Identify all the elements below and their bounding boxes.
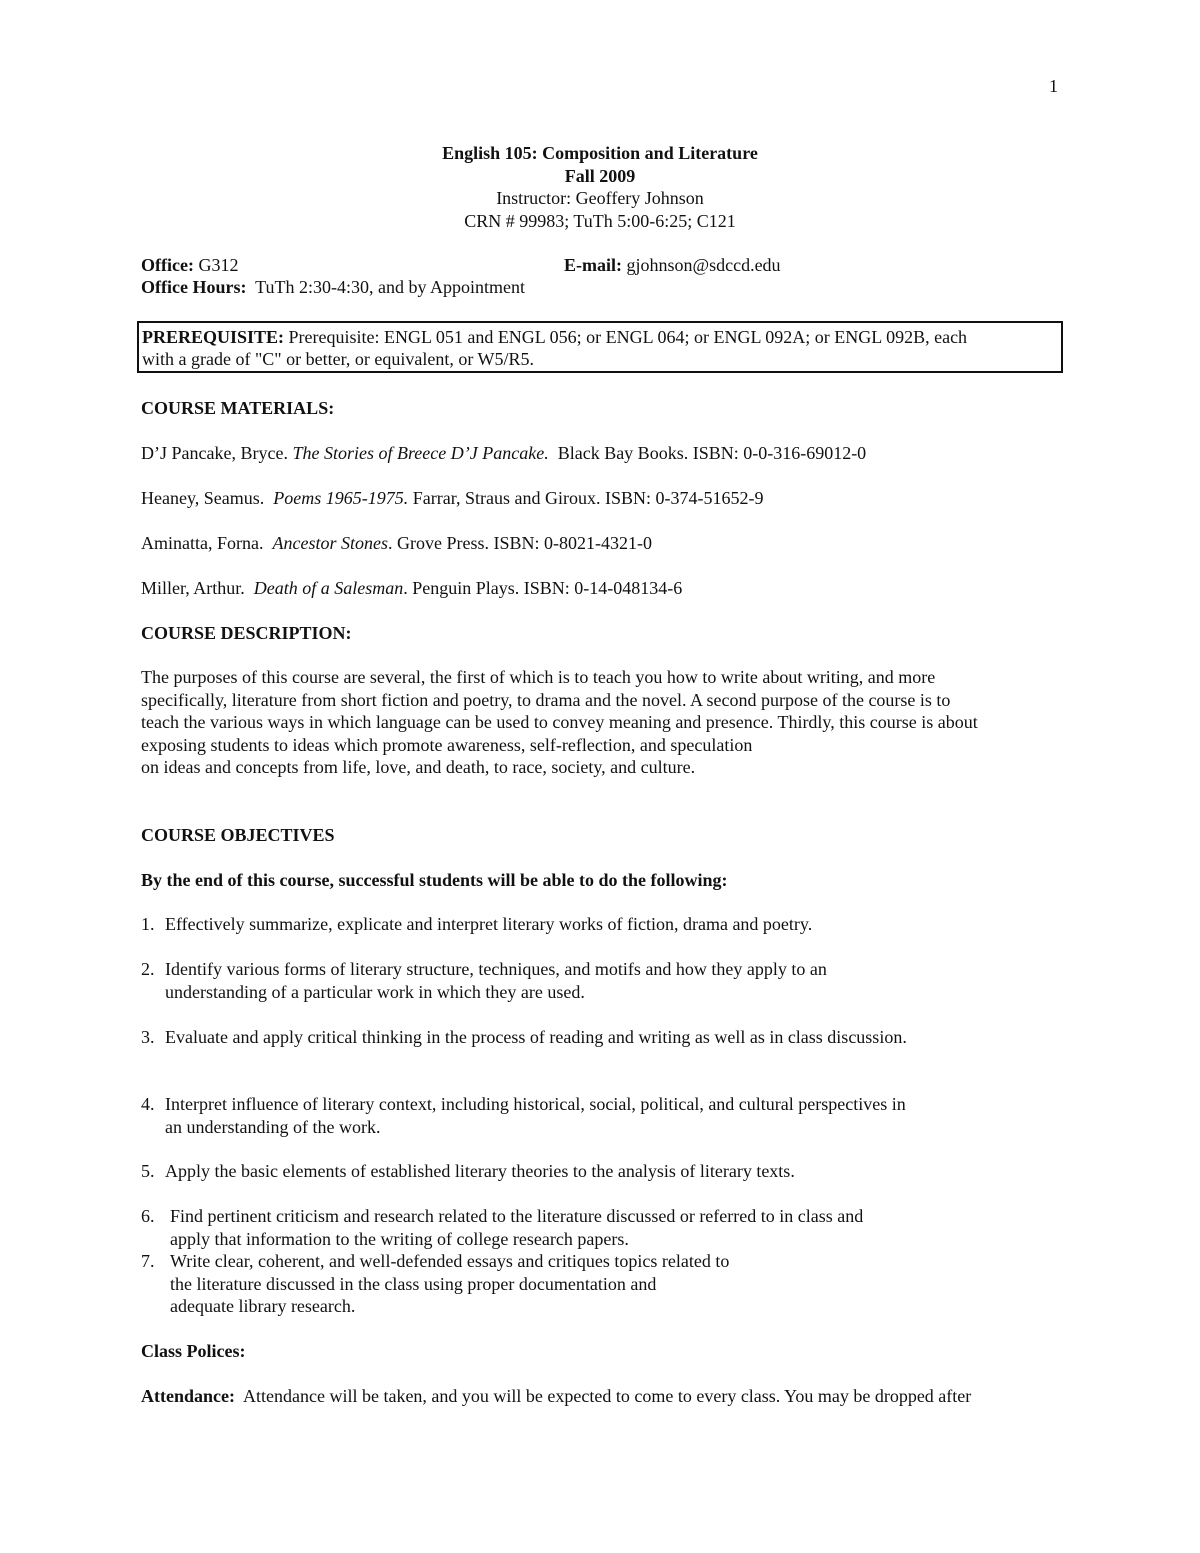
course-description-heading: COURSE DESCRIPTION: [141,623,352,643]
description-line: teach the various ways in which language can be used to convey meaning and presence. Thirdly, this course is about [141,712,978,733]
objective-number: 2. [141,959,155,979]
objective-text: Write clear, coherent, and well-defended essays and critiques topics related to [170,1251,730,1271]
crn-line: CRN # 99983; TuTh 5:00-6:25; C121 [464,210,736,231]
material-details: Black Bay Books. ISBN: 0-0-316-69012-0 [557,443,867,463]
page-number: 1 [1049,76,1058,96]
objective-item [141,1093,906,1138]
objective-text: an understanding of the work. [165,1116,381,1137]
material-title: Poems 1965-1975. [273,488,409,508]
description-line: specifically, literature from short fiction and poetry, to drama and the novel. A second purpose of the course is to [141,689,951,710]
objective-item [141,958,827,1003]
course-title: English 105: Composition and Literature [442,143,758,163]
material-title: Death of a Salesman [253,578,404,598]
objective-item [141,1205,863,1250]
course-objectives-heading: COURSE OBJECTIVES [141,825,335,845]
material-item [141,532,652,554]
material-details: . Penguin Plays. ISBN: 0-14-048134-6 [403,578,683,598]
office-hours-label: Office Hours: [141,277,247,297]
description-line: on ideas and concepts from life, love, and death, to race, society, and culture. [141,757,696,778]
material-author: Miller, Arthur. [141,578,245,598]
office-value: G312 [198,255,239,275]
objective-number: 5. [141,1161,155,1181]
material-title: Ancestor Stones [272,533,388,553]
objective-number: 1. [141,914,155,934]
objective-text: the literature discussed in the class using proper documentation and [170,1273,657,1294]
objective-item [141,913,812,936]
email-row [564,254,781,276]
objective-text: Interpret influence of literary context, including historical, social, political, and cultural perspectives in [165,1094,906,1114]
objective-item [141,1250,729,1318]
document-header [0,142,1200,232]
objective-item [141,1160,795,1183]
objective-text: apply that information to the writing of college research papers. [170,1228,629,1249]
course-materials-heading: COURSE MATERIALS: [141,398,335,418]
term: Fall 2009 [564,165,636,186]
objective-text: Apply the basic elements of established literary theories to the analysis of literary texts. [165,1161,795,1181]
objective-text: understanding of a particular work in which they are used. [165,981,585,1002]
objective-number: 3. [141,1027,155,1047]
office-hours-value: TuTh 2:30-4:30, and by Appointment [255,277,525,297]
objective-text: Effectively summarize, explicate and interpret literary works of fiction, drama and poetry. [165,914,813,934]
attendance-row [141,1385,971,1407]
objective-text: Find pertinent criticism and research related to the literature discussed or referred to in class and [170,1206,864,1226]
material-details: . Grove Press. ISBN: 0-8021-4321-0 [387,533,652,553]
prerequisite-text-1: Prerequisite: ENGL 051 and ENGL 056; or ENGL 064; or ENGL 092A; or ENGL 092B, each [288,327,968,347]
email-label: E-mail: [564,255,622,275]
office-row [141,254,238,276]
material-item [141,442,866,464]
objective-text: adequate library research. [170,1296,356,1317]
description-line: The purposes of this course are several, the first of which is to teach you how to write about writing, and more [141,667,936,687]
class-policies-heading: Class Polices: [141,1341,246,1361]
office-label: Office: [141,255,194,275]
attendance-text: Attendance will be taken, and you will be expected to come to every class. You may be dropped after [243,1386,972,1406]
material-details: Farrar, Straus and Giroux. ISBN: 0-374-51652-9 [412,488,764,508]
material-author: D’J Pancake, Bryce. [141,443,288,463]
course-description [141,666,1071,779]
instructor: Instructor: Geoffery Johnson [496,188,704,208]
objective-number: 6. [141,1206,155,1226]
material-author: Aminatta, Forna. [141,533,264,553]
objective-text: Evaluate and apply critical thinking in the process of reading and writing as well as in class discussion. [165,1027,907,1047]
objective-item [141,1026,907,1049]
material-author: Heaney, Seamus. [141,488,265,508]
prerequisite-text-2: with a grade of "C" or better, or equivalent, or W5/R5. [142,349,535,369]
prerequisite-box [137,321,1063,373]
objective-number: 4. [141,1094,155,1114]
objective-number: 7. [141,1251,155,1271]
prerequisite-line-1 [142,326,1057,348]
material-item [141,577,682,599]
email-value[interactable]: gjohnson@sdccd.edu [626,255,781,275]
objective-text: Identify various forms of literary structure, techniques, and motifs and how they apply to an [165,959,827,979]
description-line: exposing students to ideas which promote awareness, self-reflection, and speculation [141,734,753,755]
objectives-intro: By the end of this course, successful students will be able to do the following: [141,870,728,890]
attendance-label: Attendance: [141,1386,235,1406]
office-hours-row [141,276,525,298]
prerequisite-label: PREREQUISITE: [142,327,285,347]
material-title: The Stories of Breece D’J Pancake. [292,443,549,463]
material-item [141,487,764,509]
